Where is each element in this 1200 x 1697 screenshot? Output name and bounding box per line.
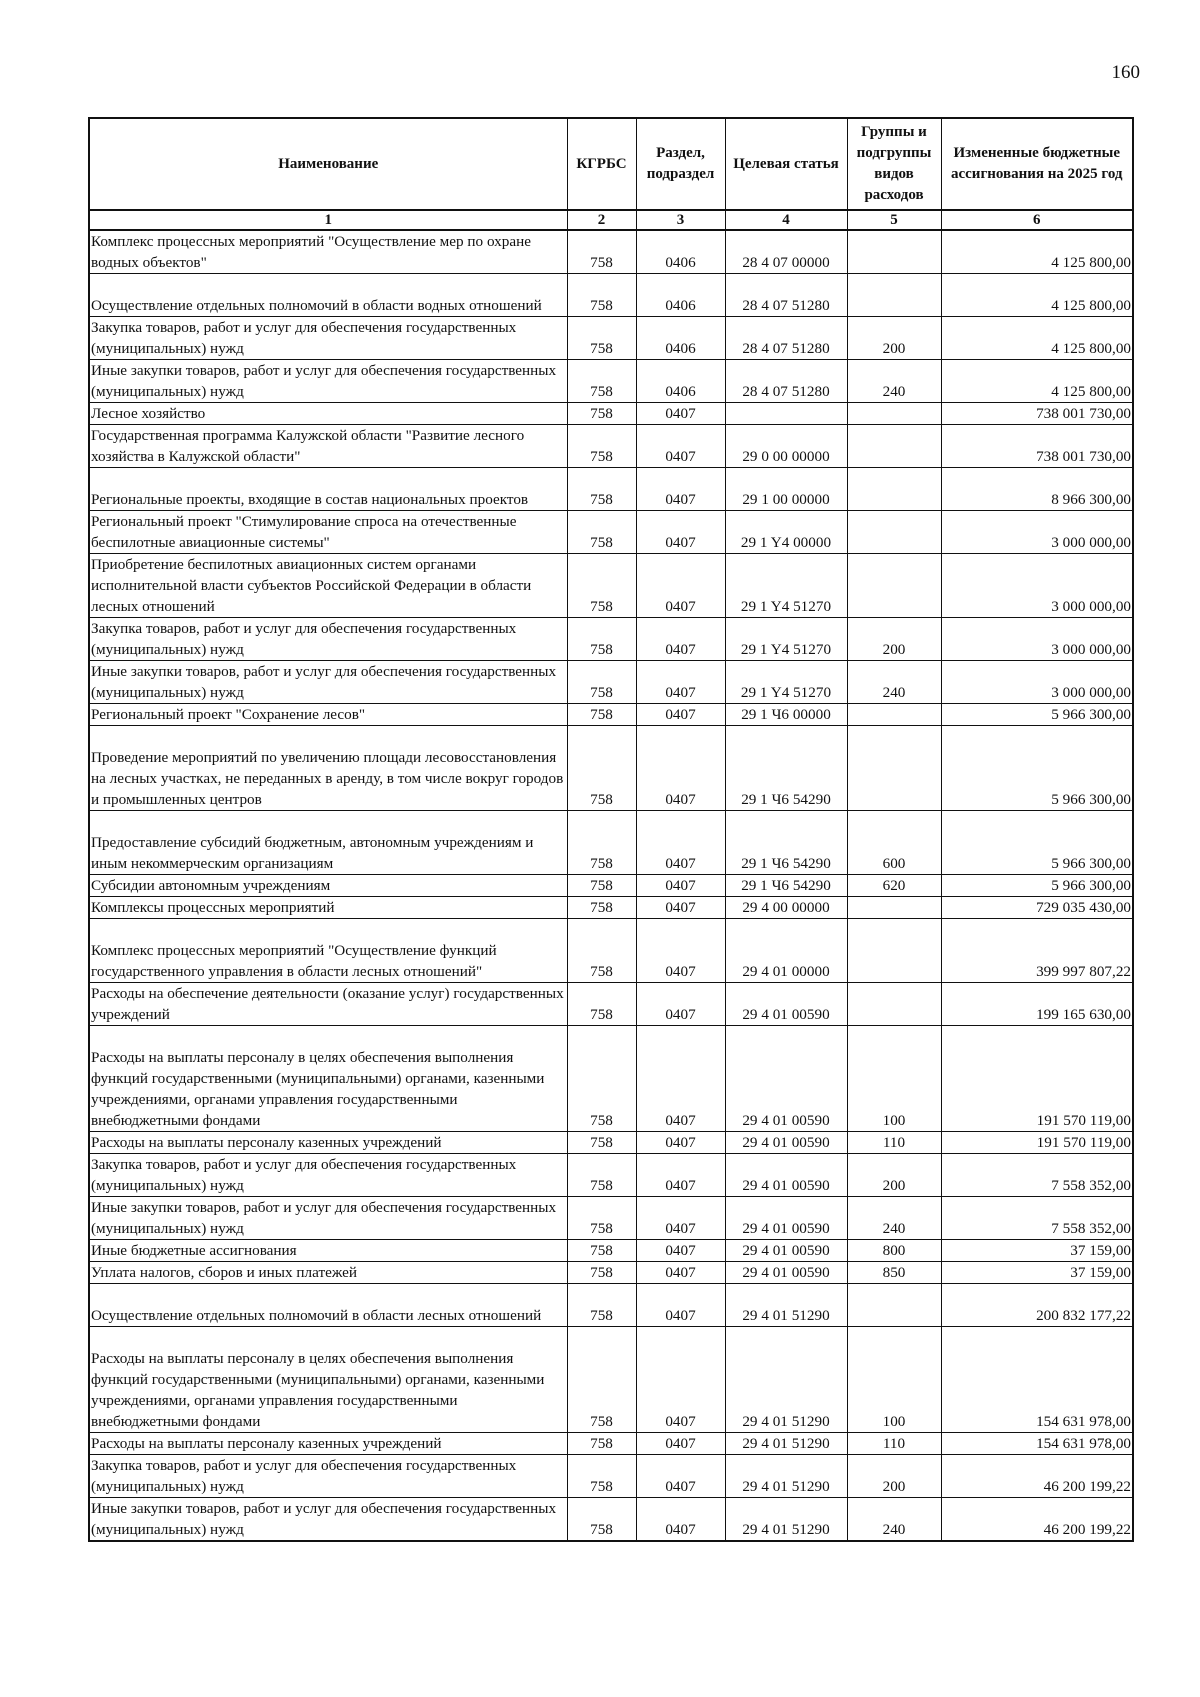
cell-section: 0407 <box>636 511 725 554</box>
cell-expense-group: 600 <box>847 811 941 875</box>
cell-article: 29 4 01 00590 <box>725 1132 847 1154</box>
cell-name: Расходы на выплаты персоналу в целях обеспечения выполнения функций государственными (муниципальными) органами, казенными учреждениями, органами управления государственными внебюджетными фондами <box>89 1026 567 1132</box>
cell-name: Комплексы процессных мероприятий <box>89 897 567 919</box>
cell-kgrbs: 758 <box>567 403 636 425</box>
cell-kgrbs: 758 <box>567 554 636 618</box>
cell-section: 0407 <box>636 661 725 704</box>
cell-name: Иные закупки товаров, работ и услуг для обеспечения государственных (муниципальных) нужд <box>89 1498 567 1542</box>
cell-kgrbs: 758 <box>567 468 636 511</box>
cell-name: Расходы на выплаты персоналу в целях обеспечения выполнения функций государственными (муниципальными) органами, казенными учреждениями, органами управления государственными внебюджетными фондами <box>89 1327 567 1433</box>
header-expense-group: Группы и подгруппы видов расходов <box>847 118 941 210</box>
table-row <box>89 726 1133 811</box>
table-row <box>89 1240 1133 1262</box>
cell-amount: 729 035 430,00 <box>941 897 1133 919</box>
cell-kgrbs: 758 <box>567 317 636 360</box>
cell-expense-group <box>847 274 941 317</box>
cell-expense-group <box>847 983 941 1026</box>
cell-amount: 4 125 800,00 <box>941 360 1133 403</box>
cell-article: 29 4 00 00000 <box>725 897 847 919</box>
cell-kgrbs: 758 <box>567 897 636 919</box>
cell-article: 28 4 07 51280 <box>725 360 847 403</box>
cell-section: 0407 <box>636 425 725 468</box>
cell-name: Закупка товаров, работ и услуг для обеспечения государственных (муниципальных) нужд <box>89 1455 567 1498</box>
page-number: 160 <box>1111 62 1140 83</box>
column-number: 4 <box>725 210 847 230</box>
table-row <box>89 403 1133 425</box>
cell-article: 29 4 01 00000 <box>725 919 847 983</box>
cell-amount: 3 000 000,00 <box>941 661 1133 704</box>
cell-article: 29 4 01 00590 <box>725 1262 847 1284</box>
cell-expense-group: 850 <box>847 1262 941 1284</box>
cell-amount: 199 165 630,00 <box>941 983 1133 1026</box>
cell-expense-group <box>847 1284 941 1327</box>
cell-expense-group <box>847 704 941 726</box>
table-row <box>89 983 1133 1026</box>
cell-expense-group: 200 <box>847 618 941 661</box>
header-name: Наименование <box>89 118 567 210</box>
cell-name: Осуществление отдельных полномочий в области водных отношений <box>89 274 567 317</box>
cell-article: 29 1 Y4 51270 <box>725 554 847 618</box>
table-row <box>89 1154 1133 1197</box>
cell-name: Региональные проекты, входящие в состав национальных проектов <box>89 468 567 511</box>
column-number: 1 <box>89 210 567 230</box>
cell-article: 28 4 07 00000 <box>725 230 847 274</box>
column-number: 5 <box>847 210 941 230</box>
column-number: 2 <box>567 210 636 230</box>
cell-section: 0407 <box>636 1284 725 1327</box>
table-row <box>89 661 1133 704</box>
cell-amount: 3 000 000,00 <box>941 554 1133 618</box>
cell-amount: 4 125 800,00 <box>941 274 1133 317</box>
cell-name: Иные бюджетные ассигнования <box>89 1240 567 1262</box>
cell-kgrbs: 758 <box>567 1284 636 1327</box>
cell-expense-group: 240 <box>847 1197 941 1240</box>
table-body <box>89 230 1133 1541</box>
cell-amount: 5 966 300,00 <box>941 811 1133 875</box>
table-row <box>89 468 1133 511</box>
table-row <box>89 1284 1133 1327</box>
cell-amount: 7 558 352,00 <box>941 1197 1133 1240</box>
cell-section: 0406 <box>636 317 725 360</box>
cell-amount: 154 631 978,00 <box>941 1433 1133 1455</box>
cell-amount: 191 570 119,00 <box>941 1132 1133 1154</box>
cell-amount: 5 966 300,00 <box>941 704 1133 726</box>
cell-expense-group: 800 <box>847 1240 941 1262</box>
cell-section: 0407 <box>636 811 725 875</box>
cell-name: Региональный проект "Сохранение лесов" <box>89 704 567 726</box>
cell-kgrbs: 758 <box>567 1132 636 1154</box>
cell-article: 29 4 01 51290 <box>725 1327 847 1433</box>
cell-kgrbs: 758 <box>567 704 636 726</box>
cell-kgrbs: 758 <box>567 1262 636 1284</box>
cell-expense-group <box>847 511 941 554</box>
cell-amount: 3 000 000,00 <box>941 511 1133 554</box>
cell-section: 0407 <box>636 1327 725 1433</box>
table-row <box>89 1026 1133 1132</box>
cell-amount: 399 997 807,22 <box>941 919 1133 983</box>
cell-name: Закупка товаров, работ и услуг для обеспечения государственных (муниципальных) нужд <box>89 618 567 661</box>
cell-kgrbs: 758 <box>567 1327 636 1433</box>
table-row <box>89 274 1133 317</box>
cell-name: Расходы на выплаты персоналу казенных учреждений <box>89 1433 567 1455</box>
table-row <box>89 1498 1133 1542</box>
cell-section: 0407 <box>636 726 725 811</box>
cell-article: 29 4 01 00590 <box>725 1240 847 1262</box>
cell-amount: 4 125 800,00 <box>941 230 1133 274</box>
cell-kgrbs: 758 <box>567 511 636 554</box>
cell-name: Расходы на выплаты персоналу казенных учреждений <box>89 1132 567 1154</box>
cell-amount: 738 001 730,00 <box>941 425 1133 468</box>
cell-kgrbs: 758 <box>567 1498 636 1542</box>
cell-amount: 46 200 199,22 <box>941 1498 1133 1542</box>
cell-kgrbs: 758 <box>567 230 636 274</box>
cell-article: 28 4 07 51280 <box>725 317 847 360</box>
table-row <box>89 618 1133 661</box>
cell-kgrbs: 758 <box>567 274 636 317</box>
header-section: Раздел, подраздел <box>636 118 725 210</box>
cell-name: Комплекс процессных мероприятий "Осуществление мер по охране водных объектов" <box>89 230 567 274</box>
cell-name: Иные закупки товаров, работ и услуг для обеспечения государственных (муниципальных) нужд <box>89 360 567 403</box>
cell-section: 0407 <box>636 1132 725 1154</box>
cell-expense-group: 110 <box>847 1132 941 1154</box>
cell-name: Предоставление субсидий бюджетным, автономным учреждениям и иным некоммерческим организациям <box>89 811 567 875</box>
cell-article: 29 1 Y4 51270 <box>725 618 847 661</box>
cell-kgrbs: 758 <box>567 1240 636 1262</box>
cell-kgrbs: 758 <box>567 919 636 983</box>
cell-section: 0407 <box>636 897 725 919</box>
cell-amount: 8 966 300,00 <box>941 468 1133 511</box>
cell-amount: 738 001 730,00 <box>941 403 1133 425</box>
cell-name: Лесное хозяйство <box>89 403 567 425</box>
cell-amount: 5 966 300,00 <box>941 726 1133 811</box>
cell-section: 0407 <box>636 554 725 618</box>
cell-amount: 4 125 800,00 <box>941 317 1133 360</box>
cell-article: 29 1 Y4 51270 <box>725 661 847 704</box>
cell-kgrbs: 758 <box>567 1433 636 1455</box>
cell-section: 0406 <box>636 360 725 403</box>
cell-expense-group: 240 <box>847 1498 941 1542</box>
cell-section: 0407 <box>636 919 725 983</box>
cell-name: Иные закупки товаров, работ и услуг для обеспечения государственных (муниципальных) нужд <box>89 661 567 704</box>
table-row <box>89 1455 1133 1498</box>
cell-kgrbs: 758 <box>567 618 636 661</box>
cell-expense-group <box>847 230 941 274</box>
cell-amount: 5 966 300,00 <box>941 875 1133 897</box>
cell-kgrbs: 758 <box>567 1154 636 1197</box>
cell-name: Проведение мероприятий по увеличению площади лесовосстановления на лесных участках, не переданных в аренду, в том числе вокруг городов и промышленных центров <box>89 726 567 811</box>
cell-article: 29 0 00 00000 <box>725 425 847 468</box>
cell-amount: 46 200 199,22 <box>941 1455 1133 1498</box>
cell-article: 29 1 Ч6 54290 <box>725 875 847 897</box>
cell-section: 0407 <box>636 1154 725 1197</box>
header-article: Целевая статья <box>725 118 847 210</box>
cell-article: 29 4 01 00590 <box>725 1026 847 1132</box>
cell-name: Субсидии автономным учреждениям <box>89 875 567 897</box>
cell-section: 0407 <box>636 468 725 511</box>
cell-kgrbs: 758 <box>567 726 636 811</box>
cell-article: 29 4 01 51290 <box>725 1498 847 1542</box>
cell-name: Уплата налогов, сборов и иных платежей <box>89 1262 567 1284</box>
table-row <box>89 230 1133 274</box>
cell-article: 29 1 Ч6 54290 <box>725 726 847 811</box>
cell-amount: 200 832 177,22 <box>941 1284 1133 1327</box>
table-row <box>89 704 1133 726</box>
cell-section: 0407 <box>636 704 725 726</box>
table-row <box>89 1327 1133 1433</box>
cell-name: Региональный проект "Стимулирование спроса на отечественные беспилотные авиационные системы" <box>89 511 567 554</box>
cell-section: 0407 <box>636 1026 725 1132</box>
cell-expense-group <box>847 554 941 618</box>
cell-expense-group: 100 <box>847 1327 941 1433</box>
cell-section: 0407 <box>636 618 725 661</box>
cell-expense-group: 100 <box>847 1026 941 1132</box>
cell-section: 0407 <box>636 1455 725 1498</box>
cell-section: 0407 <box>636 1498 725 1542</box>
table-row <box>89 1433 1133 1455</box>
cell-name: Приобретение беспилотных авиационных систем органами исполнительной власти субъектов Российской Федерации в области лесных отношений <box>89 554 567 618</box>
column-number-row <box>89 210 1133 230</box>
cell-kgrbs: 758 <box>567 983 636 1026</box>
cell-kgrbs: 758 <box>567 1197 636 1240</box>
table-row <box>89 425 1133 468</box>
cell-section: 0407 <box>636 1262 725 1284</box>
table-row <box>89 360 1133 403</box>
cell-amount: 37 159,00 <box>941 1240 1133 1262</box>
table-row <box>89 1197 1133 1240</box>
cell-section: 0406 <box>636 230 725 274</box>
cell-expense-group: 620 <box>847 875 941 897</box>
table-row <box>89 554 1133 618</box>
cell-name: Расходы на обеспечение деятельности (оказание услуг) государственных учреждений <box>89 983 567 1026</box>
cell-expense-group <box>847 468 941 511</box>
cell-amount: 3 000 000,00 <box>941 618 1133 661</box>
cell-article: 29 1 00 00000 <box>725 468 847 511</box>
table-row <box>89 811 1133 875</box>
cell-amount: 191 570 119,00 <box>941 1026 1133 1132</box>
cell-section: 0407 <box>636 1197 725 1240</box>
cell-expense-group: 200 <box>847 317 941 360</box>
cell-article <box>725 403 847 425</box>
cell-name: Закупка товаров, работ и услуг для обеспечения государственных (муниципальных) нужд <box>89 1154 567 1197</box>
header-kgrbs: КГРБС <box>567 118 636 210</box>
table-row <box>89 511 1133 554</box>
cell-section: 0407 <box>636 1240 725 1262</box>
cell-expense-group <box>847 919 941 983</box>
column-number: 3 <box>636 210 725 230</box>
cell-amount: 7 558 352,00 <box>941 1154 1133 1197</box>
cell-expense-group <box>847 403 941 425</box>
cell-expense-group <box>847 726 941 811</box>
cell-kgrbs: 758 <box>567 425 636 468</box>
cell-name: Комплекс процессных мероприятий "Осуществление функций государственного управления в области лесных отношений" <box>89 919 567 983</box>
column-number: 6 <box>941 210 1133 230</box>
cell-expense-group: 200 <box>847 1455 941 1498</box>
cell-amount: 154 631 978,00 <box>941 1327 1133 1433</box>
cell-article: 29 4 01 00590 <box>725 983 847 1026</box>
cell-kgrbs: 758 <box>567 661 636 704</box>
header-row <box>89 118 1133 210</box>
cell-expense-group: 200 <box>847 1154 941 1197</box>
cell-article: 29 4 01 00590 <box>725 1197 847 1240</box>
table-row <box>89 1262 1133 1284</box>
cell-kgrbs: 758 <box>567 811 636 875</box>
cell-name: Закупка товаров, работ и услуг для обеспечения государственных (муниципальных) нужд <box>89 317 567 360</box>
cell-article: 29 1 Ч6 00000 <box>725 704 847 726</box>
cell-amount: 37 159,00 <box>941 1262 1133 1284</box>
cell-expense-group: 240 <box>847 661 941 704</box>
cell-kgrbs: 758 <box>567 360 636 403</box>
cell-section: 0407 <box>636 875 725 897</box>
cell-name: Иные закупки товаров, работ и услуг для обеспечения государственных (муниципальных) нужд <box>89 1197 567 1240</box>
cell-expense-group <box>847 425 941 468</box>
cell-section: 0407 <box>636 1433 725 1455</box>
table-row <box>89 875 1133 897</box>
cell-article: 29 4 01 51290 <box>725 1284 847 1327</box>
cell-article: 29 4 01 00590 <box>725 1154 847 1197</box>
cell-name: Государственная программа Калужской области "Развитие лесного хозяйства в Калужской области" <box>89 425 567 468</box>
cell-article: 29 4 01 51290 <box>725 1433 847 1455</box>
table-row <box>89 317 1133 360</box>
cell-section: 0407 <box>636 403 725 425</box>
budget-table <box>88 117 1134 1542</box>
cell-expense-group: 110 <box>847 1433 941 1455</box>
cell-article: 29 1 Ч6 54290 <box>725 811 847 875</box>
cell-article: 29 1 Y4 00000 <box>725 511 847 554</box>
cell-section: 0407 <box>636 983 725 1026</box>
table-row <box>89 919 1133 983</box>
header-amount: Измененные бюджетные ассигнования на 2025 год <box>941 118 1133 210</box>
cell-article: 28 4 07 51280 <box>725 274 847 317</box>
cell-article: 29 4 01 51290 <box>725 1455 847 1498</box>
cell-kgrbs: 758 <box>567 875 636 897</box>
table-row <box>89 897 1133 919</box>
cell-kgrbs: 758 <box>567 1455 636 1498</box>
cell-expense-group <box>847 897 941 919</box>
table-row <box>89 1132 1133 1154</box>
cell-expense-group: 240 <box>847 360 941 403</box>
cell-section: 0406 <box>636 274 725 317</box>
cell-kgrbs: 758 <box>567 1026 636 1132</box>
cell-name: Осуществление отдельных полномочий в области лесных отношений <box>89 1284 567 1327</box>
